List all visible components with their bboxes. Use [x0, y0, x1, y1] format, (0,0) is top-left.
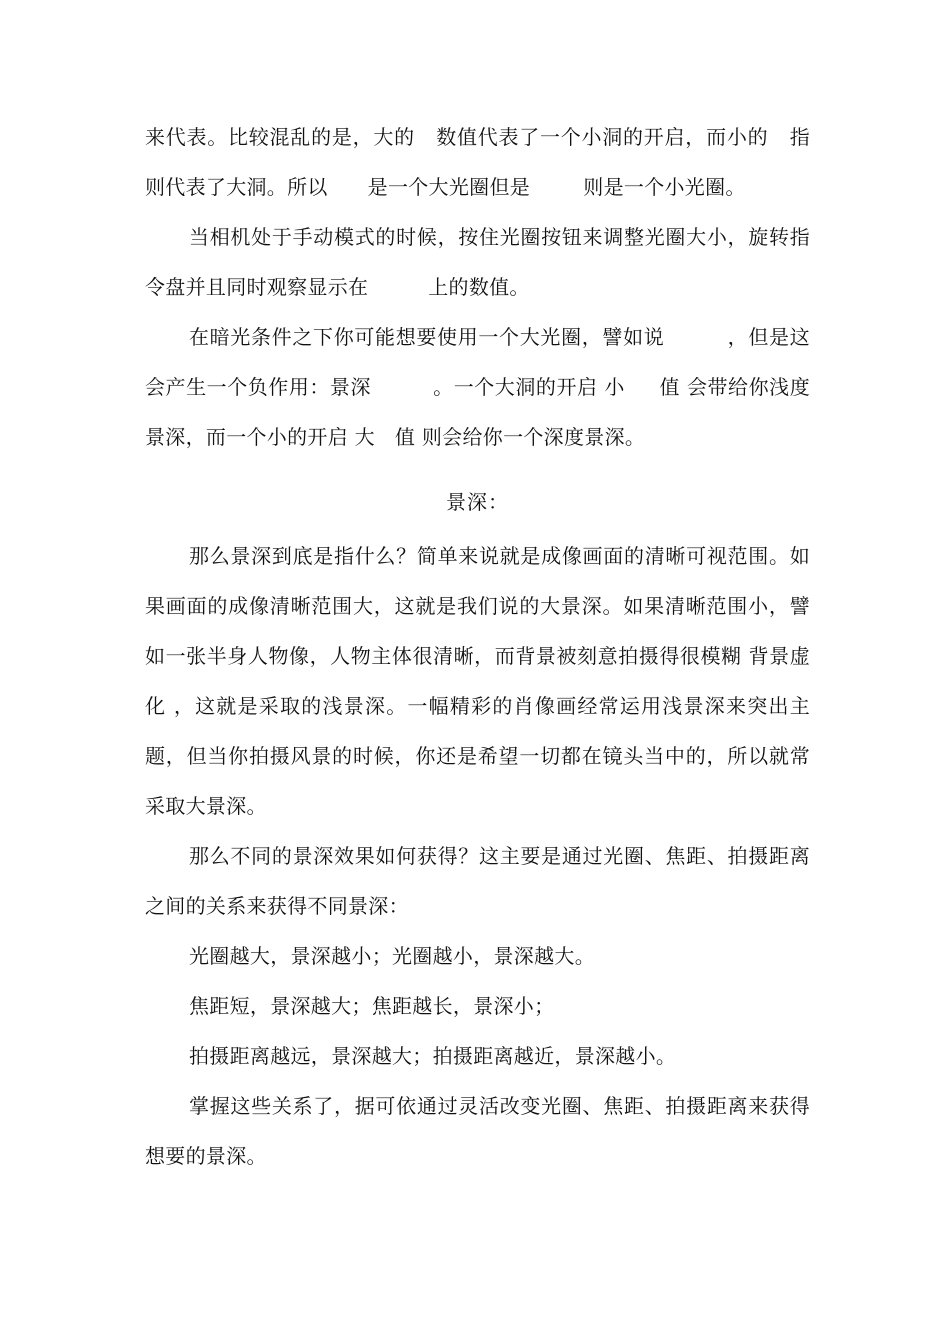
paragraph-low-light: 在暗光条件之下你可能想要使用一个大光圈，譬如说 ，但是这会产生一个负作用：景深 。一个大洞的开启 小 值 会带给你浅度景深，而一个小的开启 大 值 则会给你一个深度景深。: [145, 325, 810, 449]
section-heading-depth-of-field: 景深：: [446, 490, 509, 514]
paragraph-depth-of-field-factors: 那么不同的景深效果如何获得？这主要是通过光圈、焦距、拍摄距离之间的关系来获得不同景深：: [145, 844, 810, 918]
rule-aperture: 光圈越大，景深越小；光圈越小，景深越大。: [189, 944, 595, 968]
paragraph-closing: 掌握这些关系了，据可依通过灵活改变光圈、焦距、拍摄距离来获得想要的景深。: [145, 1094, 810, 1168]
rule-distance: 拍摄距离越远，景深越大；拍摄距离越近，景深越小。: [189, 1044, 677, 1068]
rule-focal-length: 焦距短，景深越大；焦距越长，景深小；: [189, 994, 555, 1018]
paragraph-aperture-values: 来代表。比较混乱的是，大的 数值代表了一个小洞的开启，而小的 指则代表了大洞。所以 是一个大光圈但是 则是一个小光圈。: [145, 125, 810, 199]
document-body: [145, 112, 810, 1181]
paragraph-manual-mode: 当相机处于手动模式的时候，按住光圈按钮来调整光圈大小，旋转指令盘并且同时观察显示在 上的数值。: [145, 225, 810, 299]
paragraph-depth-of-field-definition: 那么景深到底是指什么？简单来说就是成像画面的清晰可视范围。如果画面的成像清晰范围大，这就是我们说的大景深。如果清晰范围小，譬如一张半身人物像，人物主体很清晰，而背景被刻意拍摄得很模糊 背景虚化 ，这就是采取的浅景深。一幅精彩的肖像画经常运用浅景深来突出主题，但当你拍摄风景的时候，你还是希望一切都在镜头当中的，所以就常采取大景深。: [145, 544, 810, 818]
